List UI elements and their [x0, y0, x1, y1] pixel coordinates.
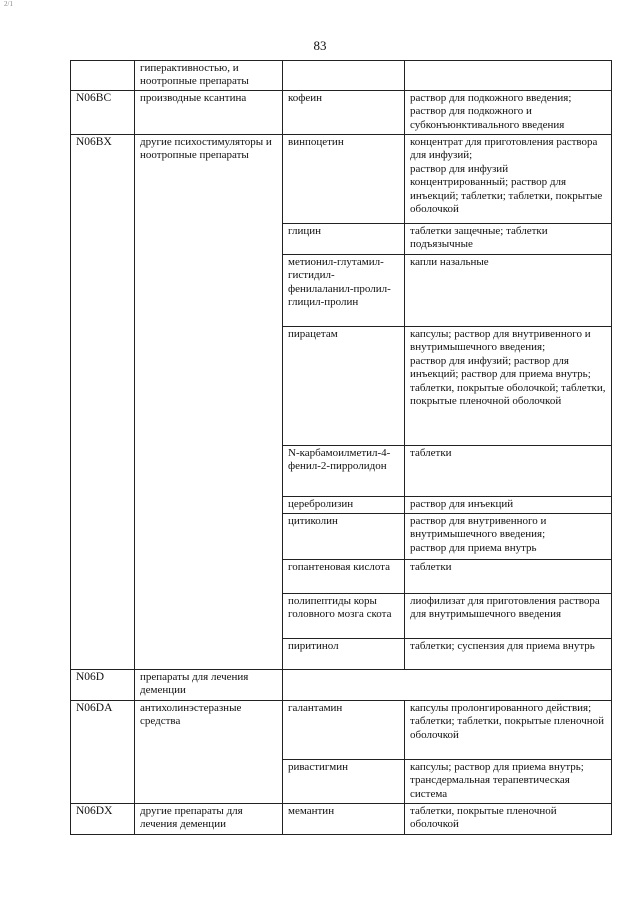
forms-cell: [405, 327, 612, 446]
page-number: 83: [313, 38, 327, 53]
dosage-form: таблетки; суспензия для приема внутрь: [410, 640, 595, 652]
group-cell: препараты для лечения деменции: [135, 670, 283, 701]
dosage-form: таблетки защечные; таблетки подъязычные: [410, 225, 548, 251]
drug-cell: полипептиды коры головного мозга скота: [283, 594, 405, 639]
group-cell: производные ксантина: [135, 91, 283, 135]
table-row: [71, 804, 612, 835]
merged-empty-cell: [283, 670, 612, 701]
dosage-form: раствор для инфузий концентрированный; раствор для инъекций; таблетки; таблетки, покрытые оболочкой: [410, 162, 603, 216]
drug-cell: пиритинол: [283, 639, 405, 670]
forms-cell: [405, 594, 612, 639]
dosage-form: капсулы; раствор для приема внутрь; трансдермальная терапевтическая система: [410, 761, 584, 800]
drug-cell: пирацетам: [283, 327, 405, 446]
table-row: [71, 135, 612, 224]
drug-cell: церебролизин: [283, 497, 405, 514]
drug-cell: мемантин: [283, 804, 405, 835]
dosage-form: раствор для приема внутрь: [410, 541, 537, 554]
dosage-form: раствор для инъекций: [410, 498, 514, 510]
atc-code-cell: N06BX: [71, 135, 135, 670]
drug-cell: [283, 61, 405, 91]
table-row: [71, 701, 612, 760]
dosage-form: таблетки, покрытые пленочной оболочкой: [410, 805, 557, 831]
atc-code-cell: N06DX: [71, 804, 135, 835]
table-row: [71, 61, 612, 91]
atc-code-cell: N06DA: [71, 701, 135, 804]
drug-cell: глицин: [283, 224, 405, 255]
forms-cell: [405, 91, 612, 135]
drug-cell: галантамин: [283, 701, 405, 760]
forms-cell: [405, 255, 612, 327]
drug-cell: ривастигмин: [283, 760, 405, 804]
forms-cell: [405, 135, 612, 224]
dosage-form: капли назальные: [410, 256, 489, 268]
atc-code-cell: [71, 61, 135, 91]
dosage-form: капсулы пролонгированного действия;: [410, 702, 592, 714]
dosage-form: раствор для подкожного введения;: [410, 92, 572, 104]
forms-cell: [405, 497, 612, 514]
dosage-form: раствор для инфузий; раствор для инъекций; раствор для приема внутрь; таблетки, покрытые оболочкой; таблетки, покрытые пленочной оболочкой: [410, 354, 606, 408]
forms-cell: [405, 560, 612, 594]
forms-cell: [405, 701, 612, 760]
atc-code-cell: N06D: [71, 670, 135, 701]
group-cell: другие препараты для лечения деменции: [135, 804, 283, 835]
dosage-form: капсулы; раствор для внутривенного и внутримышечного введения;: [410, 328, 591, 354]
dosage-form: таблетки; таблетки, покрытые пленочной оболочкой: [410, 715, 605, 741]
drug-cell: гопантеновая кислота: [283, 560, 405, 594]
forms-cell: [405, 61, 612, 91]
group-cell: антихолинэстеразные средства: [135, 701, 283, 804]
forms-cell: [405, 760, 612, 804]
forms-cell: [405, 639, 612, 670]
drug-cell: метионил-глутамил-гистидил-фенилаланил-пролил-глицил-пролин: [283, 255, 405, 327]
dosage-form: таблетки: [410, 447, 452, 459]
forms-cell: [405, 224, 612, 255]
forms-cell: [405, 514, 612, 560]
drug-cell: винпоцетин: [283, 135, 405, 224]
forms-cell: [405, 446, 612, 497]
drug-cell: цитиколин: [283, 514, 405, 560]
dosage-form: лиофилизат для приготовления раствора для внутримышечного введения: [410, 595, 600, 621]
atc-code-cell: N06BC: [71, 91, 135, 135]
dosage-form: концентрат для приготовления раствора для инфузий;: [410, 136, 598, 162]
table-row: [71, 91, 612, 135]
corner-mark: 2/1: [4, 0, 13, 8]
group-cell: другие психостимуляторы и ноотропные препараты: [135, 135, 283, 670]
dosage-form: раствор для подкожного и субконъюнктивального введения: [410, 105, 565, 131]
dosage-form: раствор для внутривенного и внутримышечного введения;: [410, 515, 547, 541]
drug-cell: N-карбамоилметил-4-фенил-2-пирролидон: [283, 446, 405, 497]
group-cell: гиперактивностью, и ноотропные препараты: [135, 61, 283, 91]
drug-table: [70, 60, 612, 835]
table-row: [71, 670, 612, 701]
dosage-form: таблетки: [410, 561, 452, 573]
forms-cell: [405, 804, 612, 835]
drug-cell: кофеин: [283, 91, 405, 135]
